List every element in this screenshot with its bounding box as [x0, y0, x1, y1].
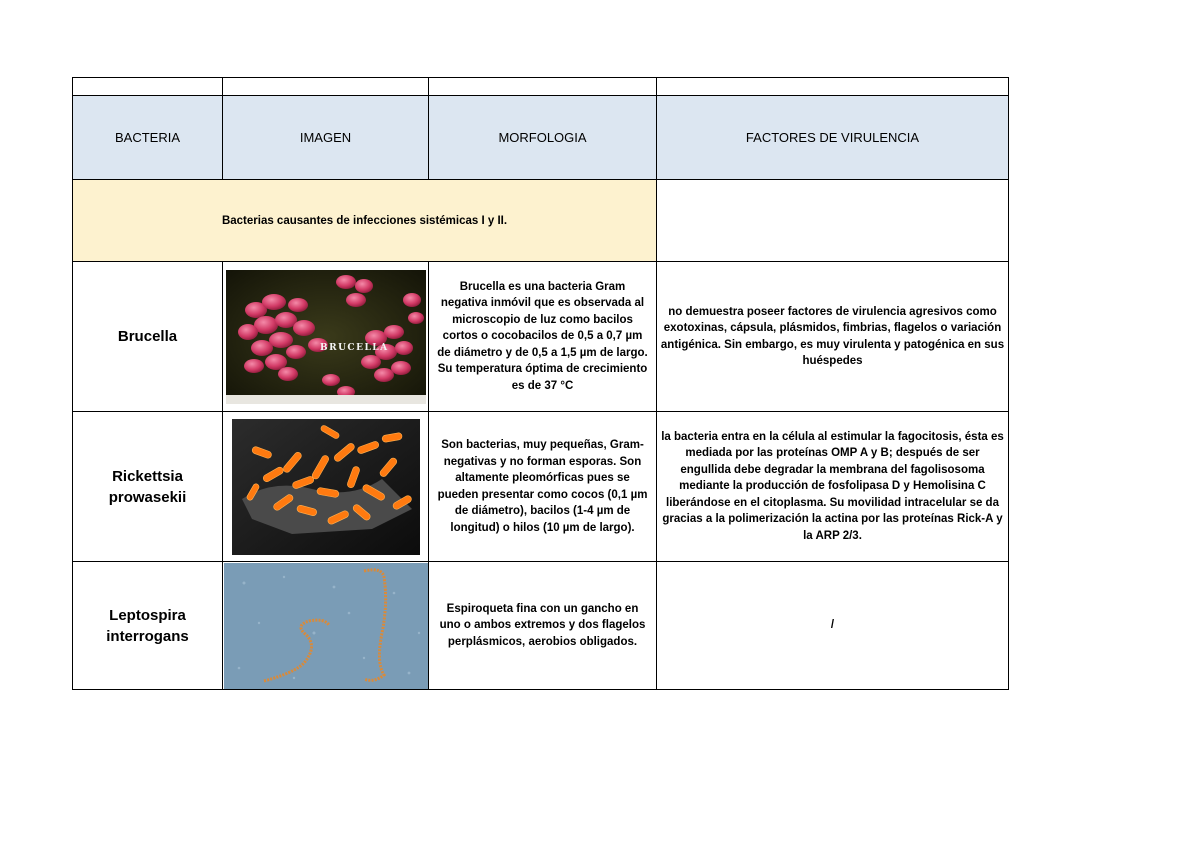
virulencia-cell: / — [657, 562, 1009, 690]
blank-cell — [657, 180, 1009, 262]
morfologia-cell: Son bacterias, muy pequeñas, Gram-negativas y no forman esporas. Son altamente pleomórficas pues se pueden presentar como cocos (0,1 µm de diámetro), bacilos (1-4 µm de longitud) o hilos (10 µm de largo). — [429, 412, 657, 562]
section-title: Bacterias causantes de infecciones sistémicas I y II. — [73, 180, 657, 262]
bacteria-name-line1: Leptospira — [109, 606, 186, 624]
image-cell — [223, 412, 429, 562]
section-row — [73, 180, 1009, 262]
bacteria-name — [73, 562, 223, 690]
brucella-micrograph — [226, 270, 426, 404]
rickettsia-micrograph — [232, 419, 420, 555]
bacteria-name: Brucella — [73, 262, 223, 412]
bacteria-table — [72, 77, 1009, 690]
header-virulencia: FACTORES DE VIRULENCIA — [657, 96, 1009, 180]
image-cell — [223, 562, 429, 690]
table-row — [73, 412, 1009, 562]
bacteria-name-line2: prowasekii — [108, 488, 187, 506]
blank-cell — [429, 78, 657, 96]
morfologia-cell: Espiroqueta fina con un gancho en uno o ambos extremos y dos flagelos perplásmicos, aerobios obligados. — [429, 562, 657, 690]
virulencia-cell: no demuestra poseer factores de virulencia agresivos como exotoxinas, cápsula, plásmidos, fimbrias, flagelos o variación antigénica. Sin embargo, es muy virulenta y patogénica en sus huéspedes — [657, 262, 1009, 412]
image-cell — [223, 262, 429, 412]
blank-cell — [73, 78, 223, 96]
header-row — [73, 96, 1009, 180]
blank-top-row — [73, 78, 1009, 96]
morfologia-cell: Brucella es una bacteria Gram negativa inmóvil que es observada al microscopio de luz como bacilos cortos o cocobacilos de 0,5 a 0,7 µm de diámetro y de 0,5 a 1,5 µm de largo. Su temperatura óptima de crecimiento es de 37 °C — [429, 262, 657, 412]
header-morfologia: MORFOLOGIA — [429, 96, 657, 180]
bacteria-name — [73, 412, 223, 562]
header-imagen: IMAGEN — [223, 96, 429, 180]
leptospira-micrograph — [224, 563, 428, 689]
blank-cell — [657, 78, 1009, 96]
image-label: BRUCELLA — [319, 342, 389, 353]
bacteria-name-line1: Rickettsia — [112, 467, 183, 485]
header-bacteria: BACTERIA — [73, 96, 223, 180]
blank-cell — [223, 78, 429, 96]
virulencia-cell: la bacteria entra en la célula al estimular la fagocitosis, ésta es mediada por las proteínas OMP A y B; después de ser engullida debe degradar la membrana del fagolisosoma mediante la producción de fosfolipasa D y Hemolisina C liberándose en el citoplasma. Su movilidad intracelular se da gracias a la polimerización la actina por las proteínas Rick-A y la ARP 2/3. — [657, 412, 1009, 562]
bacteria-name-line2: interrogans — [106, 627, 189, 645]
table-row — [73, 562, 1009, 690]
table-row — [73, 262, 1009, 412]
